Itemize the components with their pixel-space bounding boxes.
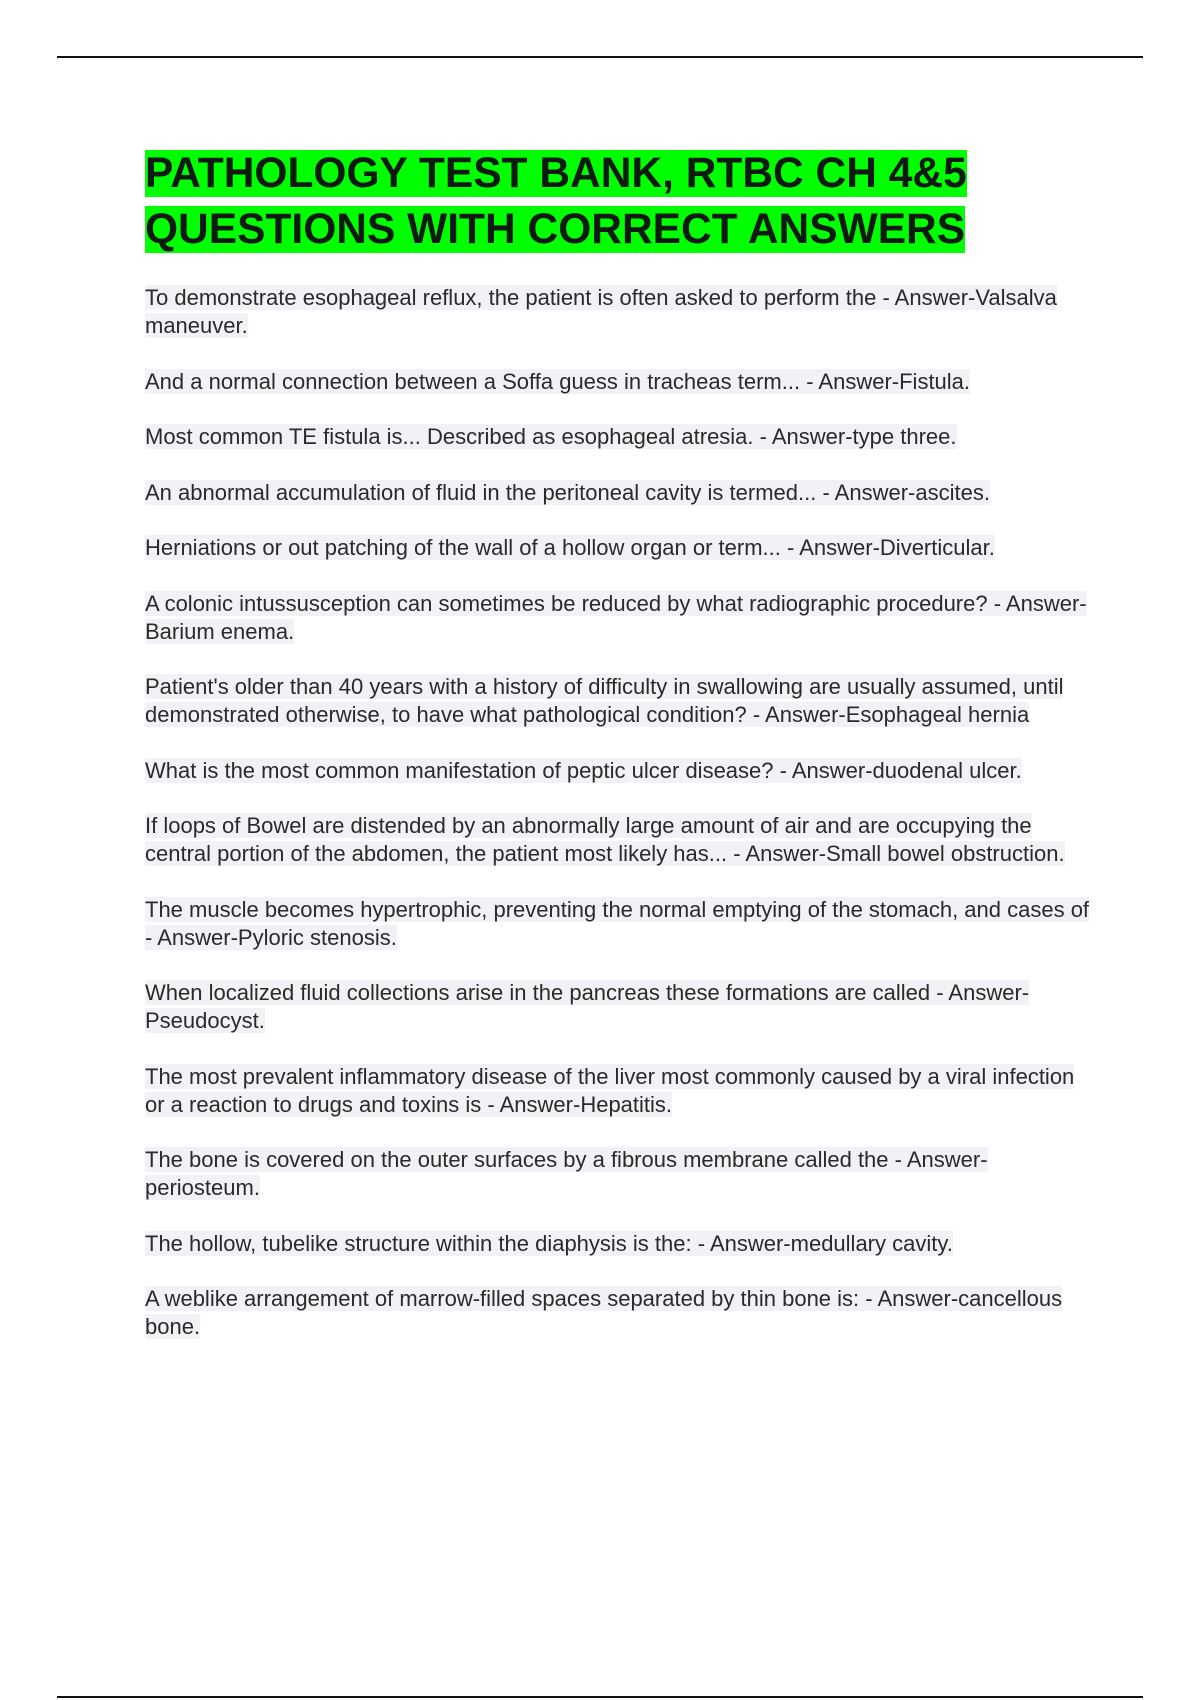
qa-text: The muscle becomes hypertrophic, preventing the normal emptying of the stomach, and cases of - Answer-Pyloric stenosis. (145, 896, 1090, 950)
qa-item (145, 1285, 1095, 1341)
qa-text: Herniations or out patching of the wall of a hollow organ or term... - Answer-Diverticular. (145, 535, 995, 560)
qa-text: A colonic intussusception can sometimes be reduced by what radiographic procedure? - Answer-Barium enema. (145, 590, 1087, 644)
qa-text: Most common TE fistula is... Described as esophageal atresia. - Answer-type three. (145, 424, 957, 449)
qa-item (145, 590, 1095, 646)
qa-text: The bone is covered on the outer surfaces by a fibrous membrane called the - Answer-periosteum. (145, 1147, 988, 1200)
qa-item (145, 284, 1095, 340)
qa-item (145, 423, 1095, 451)
qa-text: A weblike arrangement of marrow-filled spaces separated by thin bone is: - Answer-cancellous bone. (145, 1286, 1063, 1339)
qa-item (145, 534, 1095, 562)
qa-item (145, 979, 1095, 1035)
qa-item (145, 673, 1095, 729)
top-rule (57, 56, 1143, 58)
qa-item (145, 479, 1095, 507)
qa-text: To demonstrate esophageal reflux, the patient is often asked to perform the - Answer-Valsalva maneuver. (145, 285, 1057, 338)
qa-text: Patient's older than 40 years with a history of difficulty in swallowing are usually assumed, until demonstrated otherwise, to have what pathological condition? - Answer-Esophageal hernia (145, 674, 1064, 727)
qa-text: An abnormal accumulation of fluid in the peritoneal cavity is termed... - Answer-ascites. (145, 479, 990, 505)
qa-item (145, 812, 1095, 868)
qa-item (145, 1146, 1095, 1202)
qa-text: When localized fluid collections arise in the pancreas these formations are called - Answer-Pseudocyst. (145, 980, 1030, 1033)
bottom-rule (57, 1696, 1143, 1698)
qa-text: What is the most common manifestation of peptic ulcer disease? - Answer-duodenal ulcer. (145, 757, 1022, 783)
qa-text: The hollow, tubelike structure within the diaphysis is the: - Answer-medullary cavity. (145, 1230, 953, 1256)
document-title (145, 146, 1095, 258)
qa-item (145, 896, 1095, 952)
qa-item (145, 1230, 1095, 1258)
title-highlight: PATHOLOGY TEST BANK, RTBC CH 4&5 QUESTIONS WITH CORRECT ANSWERS (145, 150, 967, 253)
qa-item (145, 1063, 1095, 1119)
document-body (145, 146, 1095, 1369)
qa-list (145, 284, 1095, 1341)
qa-item (145, 368, 1095, 396)
qa-item (145, 757, 1095, 785)
qa-text: And a normal connection between a Soffa guess in tracheas term... - Answer-Fistula. (145, 368, 971, 394)
qa-text: If loops of Bowel are distended by an abnormally large amount of air and are occupying the central portion of the abdomen, the patient most likely has... - Answer-Small bowel obstruction. (145, 813, 1065, 866)
qa-text: The most prevalent inflammatory disease of the liver most commonly caused by a viral infection or a reaction to drugs and toxins is - Answer-Hepatitis. (145, 1063, 1075, 1117)
